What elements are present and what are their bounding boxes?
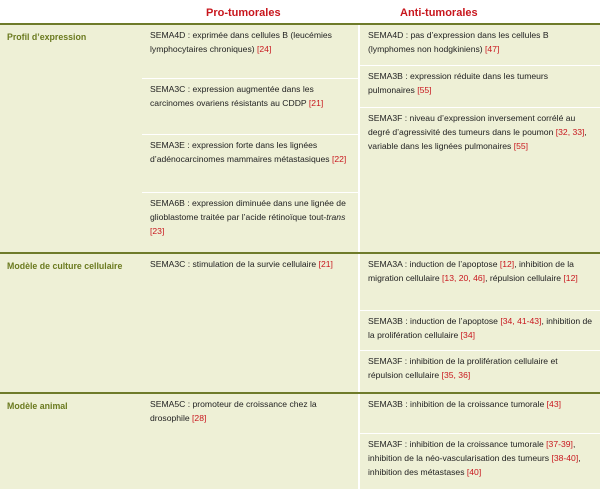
section-modele-animal	[0, 394, 600, 489]
reference: [38-40]	[551, 453, 579, 463]
cell-text: SEMA3F : niveau d’expression inversement corrélé au degré d’agressivité des tumeurs dans le poumon	[368, 113, 576, 137]
italic-text: trans	[326, 212, 346, 222]
table-cell	[360, 66, 600, 108]
reference: [12]	[563, 273, 578, 283]
cell-text: SEMA3C : stimulation de la survie cellulaire	[150, 259, 317, 269]
reference: [24]	[257, 44, 272, 54]
table-cell	[142, 394, 358, 489]
cell-text: SEMA5C : promoteur de croissance chez la drosophile	[150, 399, 317, 423]
table-cell	[360, 311, 600, 351]
cell-text: SEMA3A : induction de l’apoptose	[368, 259, 498, 269]
cell-text: SEMA3B : expression réduite dans les tumeurs pulmonaires	[368, 71, 549, 95]
section-culture-cellulaire	[0, 254, 600, 392]
cell-text: , variable dans les lignées pulmonaires	[368, 127, 587, 151]
reference: [13, 20, 46]	[442, 273, 486, 283]
reference: [55]	[513, 141, 529, 151]
cell-text: , répulsion cellulaire	[485, 273, 562, 283]
cell-text: , inhibition des métastases	[368, 453, 581, 477]
table-cell	[142, 135, 358, 193]
reference: [12]	[499, 259, 515, 269]
anti-column	[360, 25, 600, 252]
reference: [35, 36]	[441, 370, 471, 380]
header-pro-tumorales: Pro-tumorales	[206, 7, 281, 19]
row-label: Modèle de culture cellulaire	[0, 254, 142, 392]
table-cell	[360, 351, 600, 392]
table-cell	[142, 193, 358, 252]
cell-text: SEMA4D : exprimée dans cellules B (leucémies lymphocytaires chroniques)	[150, 30, 332, 54]
cell-text: SEMA3B : inhibition de la croissance tumorale	[368, 399, 545, 409]
cell-text: SEMA3F : inhibition de la croissance tumorale	[368, 439, 544, 449]
cell-text: , inhibition de la migration cellulaire	[368, 259, 574, 283]
reference: [21]	[308, 98, 324, 108]
table-cell	[142, 25, 358, 79]
anti-column	[360, 254, 600, 392]
cell-text: , inhibition de la néo-vascularisation des tumeurs	[368, 439, 576, 463]
reference: [37-39]	[546, 439, 573, 449]
pro-column	[142, 25, 358, 252]
pro-column	[142, 254, 358, 392]
pro-column	[142, 394, 358, 489]
header-anti-tumorales: Anti-tumorales	[400, 7, 478, 19]
reference: [47]	[485, 44, 500, 54]
table-cell	[360, 394, 600, 434]
reference: [34, 41-43]	[500, 316, 542, 326]
table-cell	[360, 25, 600, 66]
reference: [55]	[417, 85, 432, 95]
reference: [28]	[192, 413, 207, 423]
table-cell	[360, 434, 600, 489]
reference: [40]	[466, 467, 482, 477]
reference: [43]	[546, 399, 561, 409]
reference: [22]	[331, 154, 347, 164]
section-profil-expression	[0, 25, 600, 252]
cell-text: SEMA3F : inhibition de la prolifération cellulaire et répulsion cellulaire	[368, 356, 558, 380]
cell-text: SEMA3B : induction de l’apoptose	[368, 316, 498, 326]
cell-text: SEMA6B : expression diminuée dans une lignée de glioblastome traitée par l’acide rétinoïque tout-	[150, 198, 346, 222]
reference: [23]	[150, 226, 165, 236]
anti-column	[360, 394, 600, 489]
row-label: Profil d’expression	[0, 25, 142, 252]
cell-text: SEMA3C : expression augmentée dans les carcinomes ovariens résistants au CDDP	[150, 84, 314, 108]
table-cell	[360, 254, 600, 311]
table-cell	[142, 254, 358, 392]
cell-text: SEMA4D : pas d’expression dans les cellules B (lymphomes non hodgkiniens)	[368, 30, 549, 54]
table-cell	[142, 79, 358, 135]
row-label: Modèle animal	[0, 394, 142, 489]
reference: [21]	[318, 259, 333, 269]
cell-text: SEMA3E : expression forte dans les lignées d’adénocarcinomes mammaires métastasiques	[150, 140, 330, 164]
table-header	[0, 0, 600, 24]
table-cell	[360, 108, 600, 252]
reference: [32, 33]	[555, 127, 585, 137]
cell-text: , inhibition de la prolifération cellulaire	[368, 316, 593, 340]
reference: [34]	[460, 330, 476, 340]
